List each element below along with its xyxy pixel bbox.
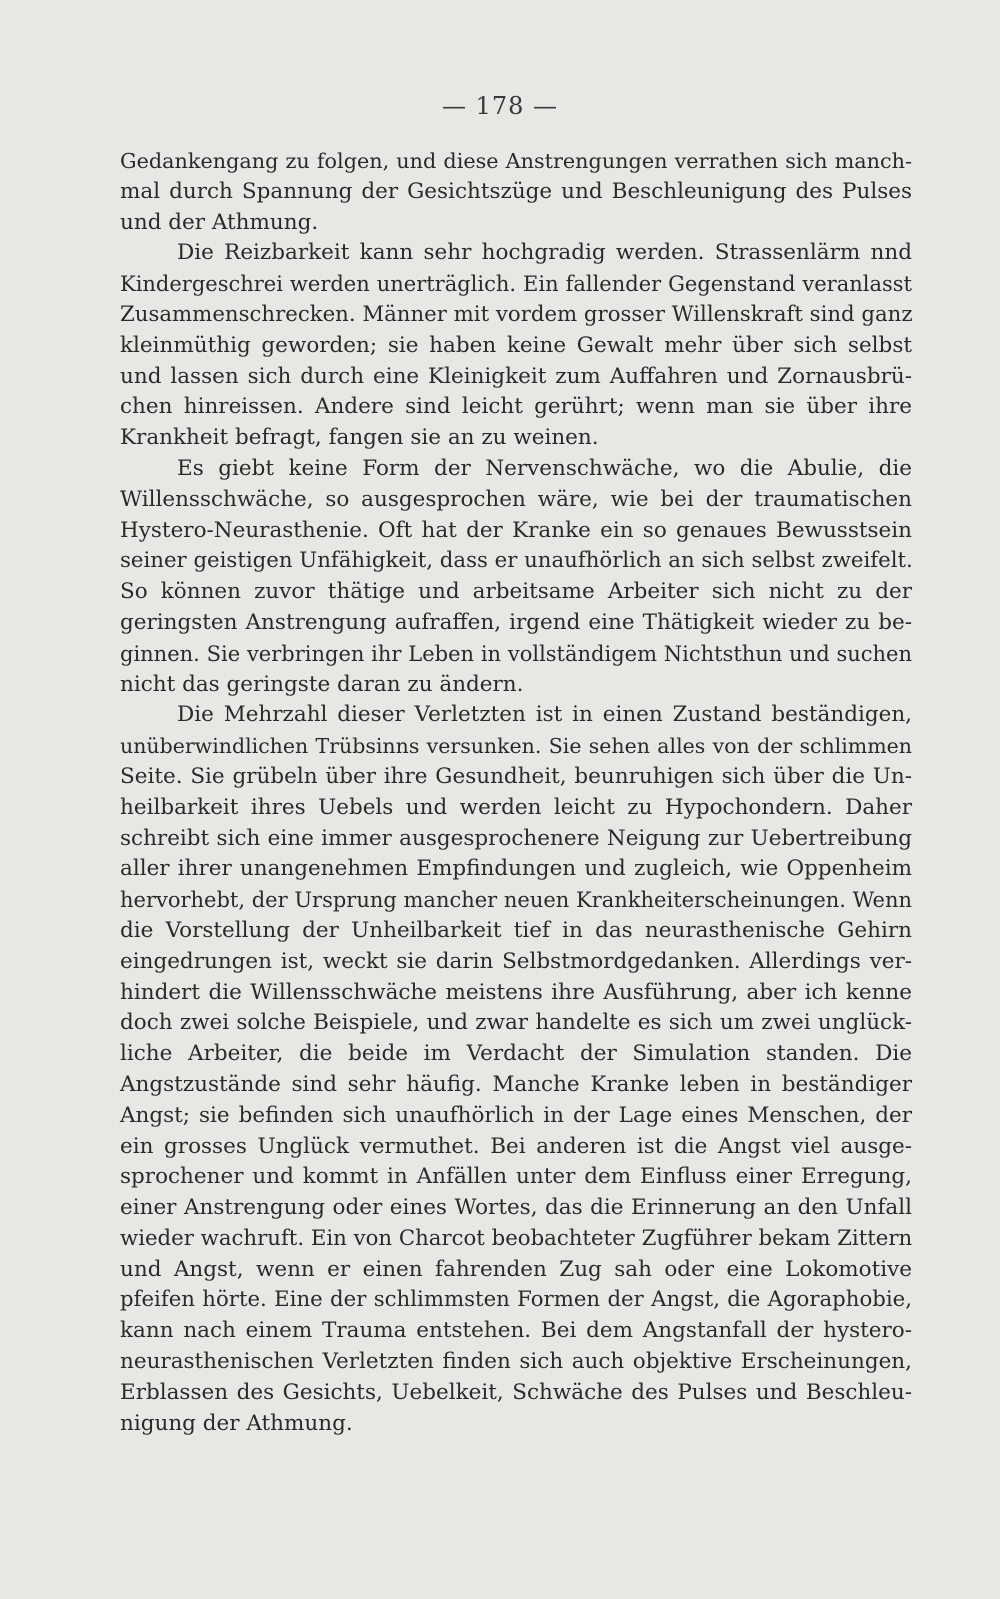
text-line: liche Arbeiter, die beide im Verdacht der Simulation standen. Die	[120, 1041, 912, 1067]
text-line: Krankheit befragt, fangen sie an zu weinen.	[120, 425, 599, 451]
text-line: ginnen. Sie verbringen ihr Leben in vollständigem Nichtsthun und suchen	[120, 641, 912, 666]
text-line: pfeifen hörte. Eine der schlimmsten Formen der Angst, die Agoraphobie,	[120, 1287, 912, 1313]
text-line: sprochener und kommt in Anfällen unter dem Einfluss einer Erregung,	[120, 1164, 912, 1190]
text-line: schreibt sich eine immer ausgesprochenere Neigung zur Uebertreibung	[120, 825, 912, 851]
text-line: doch zwei solche Beispiele, und zwar handelte es sich um zwei unglück-	[120, 1010, 912, 1036]
text-line: ein grosses Unglück vermuthet. Bei anderen ist die Angst viel ausge-	[120, 1133, 912, 1159]
text-line: nicht das geringste daran zu ändern.	[120, 671, 524, 697]
text-line: mal durch Spannung der Gesichtszüge und Beschleunigung des Pulses	[120, 178, 912, 204]
text-line: heilbarkeit ihres Uebels und werden leicht zu Hypochondern. Daher	[120, 794, 912, 820]
body-text	[120, 146, 912, 1439]
text-line: neurasthenischen Verletzten finden sich auch objektive Erscheinungen,	[120, 1349, 912, 1375]
text-line: hindert die Willensschwäche meistens ihre Ausführung, aber ich kenne	[120, 979, 912, 1005]
text-line: wieder wachruft. Ein von Charcot beobachteter Zugführer bekam Zittern	[120, 1225, 913, 1251]
text-line: eingedrungen ist, weckt sie darin Selbstmordgedanken. Allerdings ver-	[120, 948, 912, 974]
text-line: Angst; sie befinden sich unaufhörlich in der Lage eines Menschen, der	[120, 1102, 912, 1128]
text-line: seiner geistigen Unfähigkeit, dass er unaufhörlich an sich selbst zweifelt.	[120, 548, 913, 574]
text-line: und Angst, wenn er einen fahrenden Zug sah oder eine Lokomotive	[120, 1256, 912, 1282]
text-line: unüberwindlichen Trübsinns versunken. Sie sehen alles von der schlimmen	[120, 734, 912, 759]
text-line: Erblassen des Gesichts, Uebelkeit, Schwäche des Pulses und Beschleu-	[120, 1379, 912, 1405]
text-line: Willensschwäche, so ausgesprochen wäre, wie bei der traumatischen	[120, 486, 912, 512]
text-line: Gedankengang zu folgen, und diese Anstrengungen verrathen sich manch-	[120, 149, 912, 173]
text-line: nigung der Athmung.	[120, 1410, 353, 1436]
text-line: und lassen sich durch eine Kleinigkeit zum Auffahren und Zornausbrü-	[120, 363, 912, 389]
text-line: aller ihrer unangenehmen Empfindungen und zugleich, wie Oppenheim	[120, 856, 912, 882]
text-line: Hystero-Neurasthenie. Oft hat der Kranke ein so genaues Bewusstsein	[120, 517, 912, 543]
text-line: geringsten Anstrengung aufraffen, irgend eine Thätigkeit wieder zu be-	[120, 609, 912, 635]
text-line: Zusammenschrecken. Männer mit vordem grosser Willenskraft sind ganz	[120, 301, 913, 327]
text-line: Seite. Sie grübeln über ihre Gesundheit, beunruhigen sich über die Un-	[120, 763, 912, 789]
text-line: die Vorstellung der Unheilbarkeit tief in das neurasthenische Gehirn	[120, 917, 912, 943]
text-line: So können zuvor thätige und arbeitsame Arbeiter sich nicht zu der	[120, 579, 912, 605]
text-line: einer Anstrengung oder eines Wortes, das die Erinnerung an den Unfall	[120, 1195, 912, 1221]
text-line: kann nach einem Trauma entstehen. Bei dem Angstanfall der hystero-	[120, 1318, 912, 1344]
text-line: Die Reizbarkeit kann sehr hochgradig werden. Strassenlärm nnd	[177, 240, 912, 266]
text-line: Angstzustände sind sehr häufig. Manche Kranke leben in beständiger	[120, 1071, 912, 1097]
text-line: Die Mehrzahl dieser Verletzten ist in einen Zustand beständigen,	[177, 702, 912, 728]
text-line: kleinmüthig geworden; sie haben keine Gewalt mehr über sich selbst	[120, 332, 912, 358]
text-line: Kindergeschrei werden unerträglich. Ein fallender Gegenstand veranlasst	[120, 272, 912, 297]
text-line: Es giebt keine Form der Nervenschwäche, wo die Abulie, die	[177, 455, 912, 481]
page-number: — 178 —	[441, 92, 559, 120]
text-line: hervorhebt, der Ursprung mancher neuen Krankheiterscheinungen. Wenn	[120, 888, 912, 913]
text-line: und der Athmung.	[120, 209, 319, 235]
text-line: chen hinreissen. Andere sind leicht gerührt; wenn man sie über ihre	[120, 394, 912, 420]
